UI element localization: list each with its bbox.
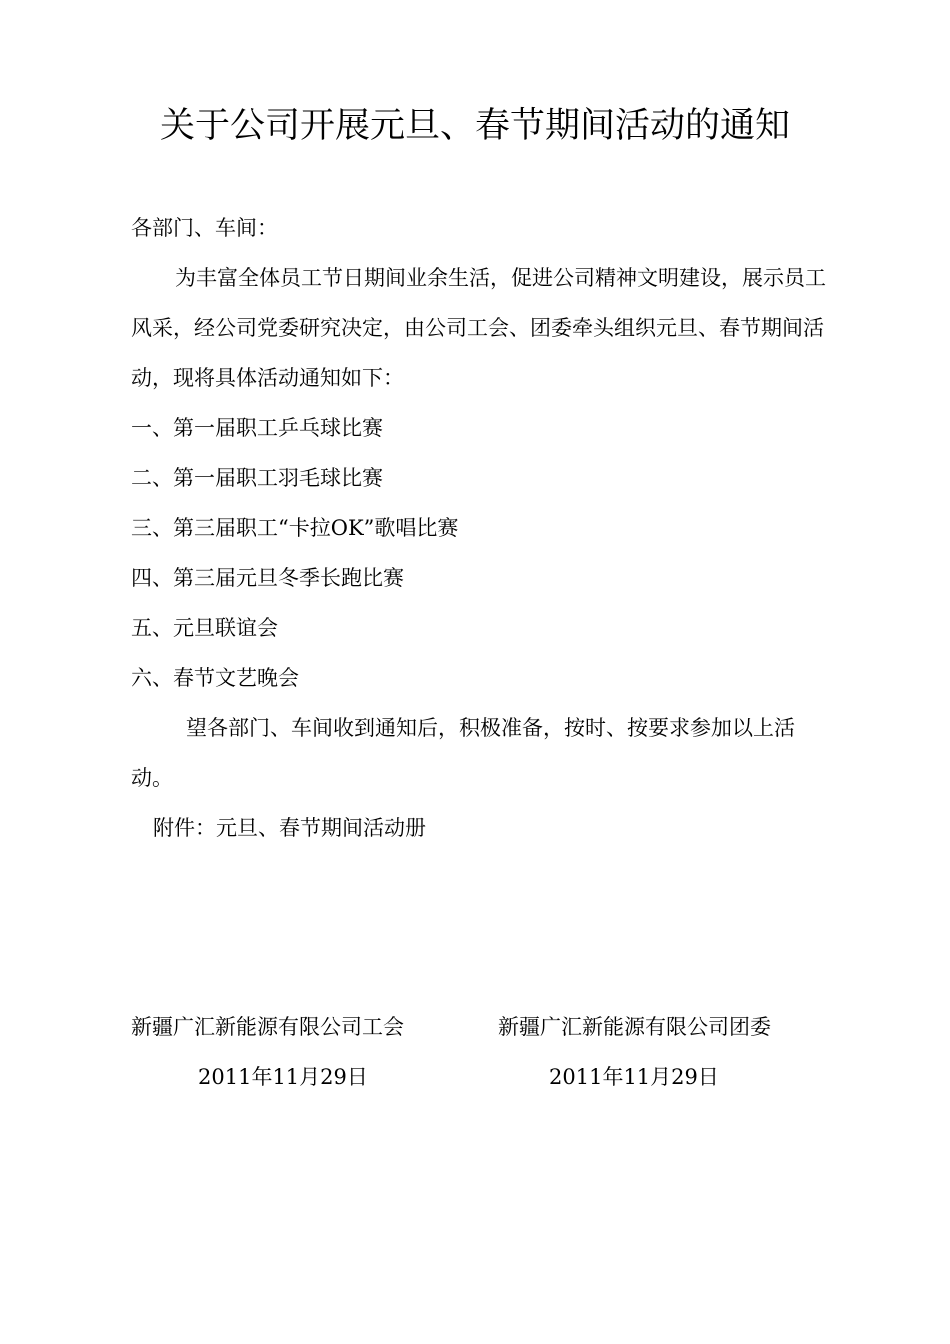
list-item: 三、第三届职工“卡拉OK”歌唱比赛 bbox=[131, 516, 459, 540]
list-item: 一、第一届职工乒乓球比赛 bbox=[131, 416, 383, 440]
closing-paragraph: 望各部门、车间收到通知后，积极准备，按时、按要求参加以上活动。 bbox=[131, 716, 795, 790]
list-item: 六、春节文艺晚会 bbox=[131, 666, 299, 690]
list-item: 四、第三届元旦冬季长跑比赛 bbox=[131, 566, 404, 590]
activity-list bbox=[131, 403, 826, 703]
signature-date-union: 2011年11月29日 bbox=[198, 1065, 368, 1089]
intro-paragraph: 为丰富全体员工节日期间业余生活，促进公司精神文明建设，展示员工风采，经公司党委研究决定，由公司工会、团委牵头组织元旦、春节期间活动，现将具体活动通知如下： bbox=[131, 266, 826, 390]
signature-org-youth-league: 新疆广汇新能源有限公司团委 bbox=[498, 1015, 771, 1039]
signature-org-union: 新疆广汇新能源有限公司工会 bbox=[131, 1015, 404, 1039]
list-item: 二、第一届职工羽毛球比赛 bbox=[131, 466, 383, 490]
signature-date-youth-league: 2011年11月29日 bbox=[549, 1065, 719, 1089]
list-item: 五、元旦联谊会 bbox=[131, 616, 278, 640]
salutation: 各部门、车间： bbox=[131, 216, 278, 240]
attachment-line: 附件：元旦、春节期间活动册 bbox=[153, 816, 426, 840]
document-title: 关于公司开展元旦、春节期间活动的通知 bbox=[159, 106, 790, 146]
